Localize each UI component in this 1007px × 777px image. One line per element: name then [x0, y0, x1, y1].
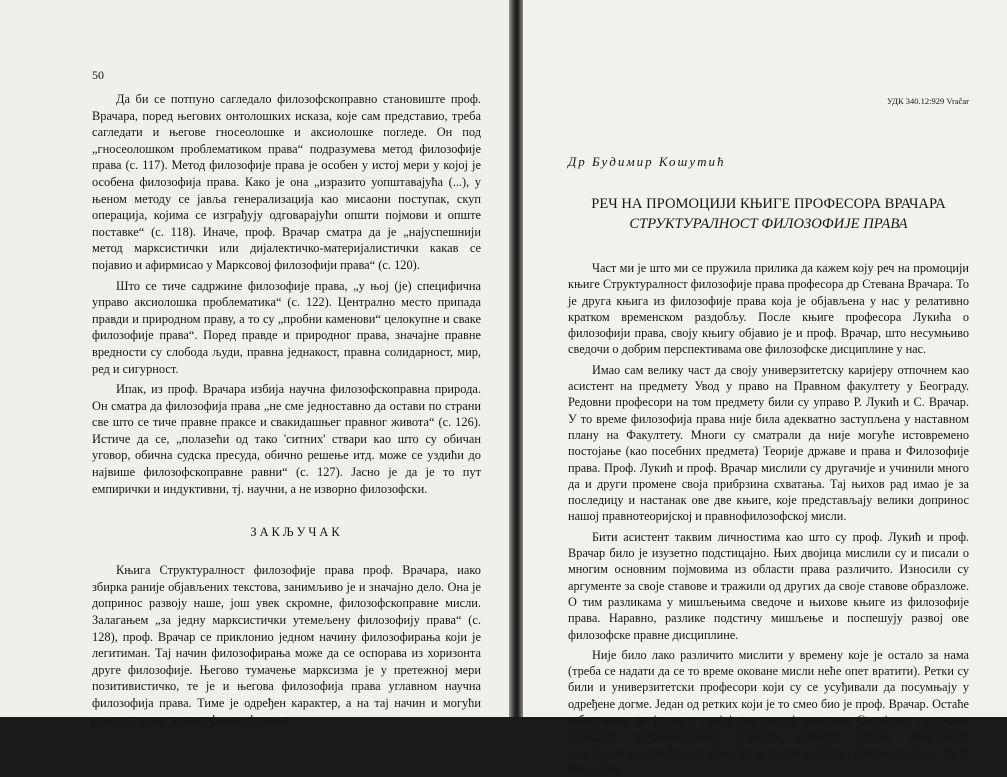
page-number: 50 — [92, 68, 104, 82]
article-title: РЕЧ НА ПРОМОЦИЈИ КЊИГЕ ПРОФЕСОРА ВРАЧАРА — [591, 196, 946, 212]
udc-code: УДК 340.12:929 Vračar — [887, 96, 969, 106]
left-page — [0, 0, 509, 727]
section-heading: ЗАКЉУЧАК — [250, 525, 343, 540]
article-subtitle: СТРУКТУРАЛНОСТ ФИЛОЗОФИЈЕ ПРАВА — [629, 216, 908, 232]
paragraph: Имао сам велику част да своју универзитетску каријеру отпочнем као асистент на предмету Увод у право на Правном факултету у Београду. Редовни професори на том предмету били су управо Р. Лукић и С. Врачар. У то време филозофија права није била адекватно заступљена у наставном плану на Факултету. Многи су сматрали да није могуће истовремено постојање (као посебних предмета) Теорије државе и права и Филозофије права. Проф. Лукић и проф. Врачар мислили су другачије и учинили много да и други промене своја прибрзина схватања. Тај њихов рад имао је за последицу и настанак ове две књиге, које представљају велики допринос нашој правнотеоријској и правнофилозофској мисли. — [568, 362, 969, 524]
paragraph: Није било лако различито мислити у времену које је остало за нама (треба се надати да се то време оковане мисли неће опет вратити). Ретки су били и универзитетски професори који су се усуђивали да посумњају у одређене догме. Један од ретких који је то смео био је проф. Врачар. Остаће забележено да је он у својој докторској расправи Социјална садржина функције државноправног поретка означио процес политичког конституисања глобалног друштва основом настанка државе и права. То је било први — [568, 647, 969, 776]
book-spine — [509, 0, 523, 717]
paragraph: Част ми је што ми се пружила прилика да кажем коју реч на промоцији књиге Структуралност филозофије права професора др Стевана Врачара. То је друга књига из филозофије права која је објављена у нас у релативно кратком временском раздобљу. После књиге професора Лукића о филозофији права, своју књигу објавио је и проф. Врачар, што несумњиво сведочи о добрим перспективама ове филозофске дисциплине у нас. — [568, 261, 969, 357]
author-name: Др Будимир Кошутић — [568, 154, 726, 169]
paragraph: Да би се потпуно сагледало филозофскоправно становиште проф. Врачара, поред његових онтолошких исказа, које сам представио, треба сагледати и његове гносеолошке и аксиолошке погледе. Он под „гносеолошком проблематиком права“ подразумева метод филозофије права (с. 117). Метод филозофије права је особен у истој мери у којој је особена филозофија права. Како је она „изразито уопштавајућа (...), у њеном методу се јавља генерализација као мисаони поступак, скуп операција, којима се изграђују одговарајући општи појмови и опште поставке“ (с. 118). Иначе, проф. Врачар сматра да је „најуспешнији метод марксистички или дијалектичко-материјалистички какав се појавио и афирмисао у Марксовој филозофији права“ (с. 120). — [92, 92, 481, 272]
paragraph: Што се тиче садржине филозофије права, „у њој (је) специфична управо аксиолошка проблематика“ (с. 122). Централно место припада правди и природном праву, а то су „пробни каменови“ целокупне и сваке филозофије права“. Поред правде и природног права, значајне правне вредности су слобода људи, правна једнакост, правна солидарност, мир, ред и сигурност. — [92, 278, 481, 376]
conclusion-paragraph: Књига Структуралност филозофије права проф. Врачара, иако збирка раније објављених текстова, занимљиво је и значајно дело. Она је допринос развоју наше, још увек скромне, филозофскоправне мисли. Залагањем „за једну марксистички утемељену филозофију права“ (с. 128), проф. Врачар се приклонио једном начину филозофирања који је легитиман. Тај начин филозофирања може да се оспорава из хоризонта друге филозофије. Његово тумачење марксизма је у претежној мери позитивистичко, те је и његова филозофија права углавном научна филозофија права. Тиме је одређен карактер, а на тај начин и могући домети таквог начина филозофирања. — [92, 563, 481, 727]
right-page — [523, 0, 1007, 776]
paragraph: Ипак, из проф. Врачара избија научна филозофскоправна природа. Он сматра да филозофија права „не сме једноставно да остави по страни све што се тиче правне праксе и свакидашњег правног живота“ (с. 126). Истиче да се, „полазећи од тако 'ситних' ствари као што су обичан уговор, обична судска пресуда, обично решење итд. може се уздићи до највише филозофскоправне равни“ (с. 127). Јасно је да је то пут емпирички и индуктивни, тј. научни, а не изворно филозофски. — [92, 382, 481, 496]
paragraph: Бити асистент таквим личностима као што су проф. Лукић и проф. Врачар било је изузетно подстицајно. Њих двојица мислили су и писали о многим основним појмовима из области права различито. Износили су аргументе за своје ставове и тражили од других да своје ставове образложе. О тим разликама у мишљењима сведоче и њихове књиге из филозофије права. Наравно, разлике подстичу мишљење и поспешују развој ове филозофске правне дисциплине. — [568, 529, 969, 642]
